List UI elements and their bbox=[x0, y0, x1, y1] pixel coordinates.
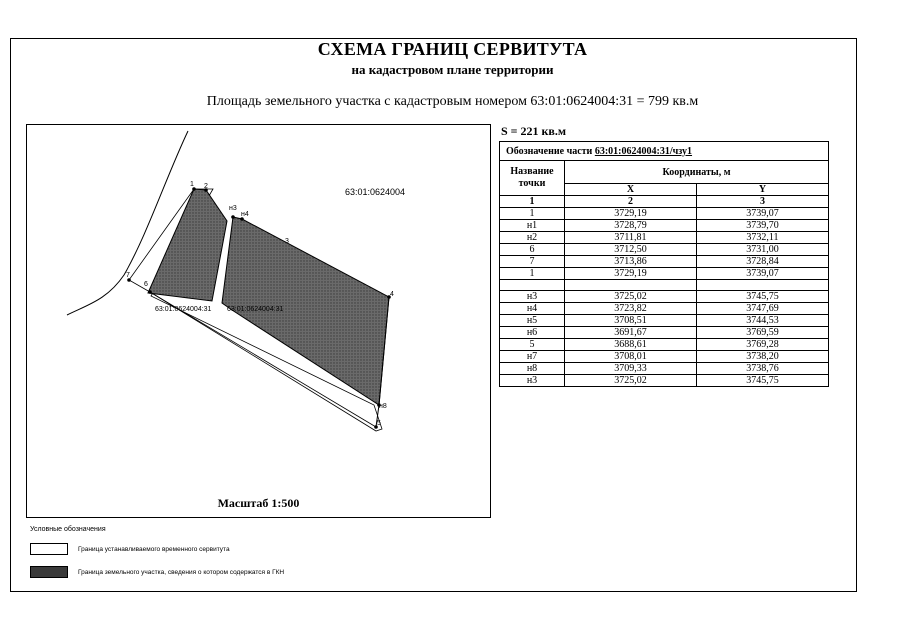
servitude-part-1 bbox=[148, 189, 227, 301]
col-header-y: Y bbox=[696, 184, 828, 196]
table-row: н8 3709,33 3738,76 bbox=[500, 363, 829, 375]
parcel-area-line: Площадь земельного участка с кадастровым номером 63:01:0624004:31 = 799 кв.м bbox=[206, 94, 699, 109]
col-header-coords: Координаты, м bbox=[565, 161, 829, 184]
coordinates-table bbox=[499, 141, 829, 387]
legend-swatch-parcel bbox=[30, 566, 68, 578]
legend-label-parcel: Граница земельного участка, сведения о котором содержатся в ГКН bbox=[78, 569, 285, 576]
legend-title: Условные обозначения bbox=[30, 526, 106, 533]
table-row: н6 3691,67 3769,59 bbox=[500, 327, 829, 339]
point-label-n4: н4 bbox=[241, 211, 249, 218]
col-index: 1 bbox=[500, 196, 565, 208]
point-label-7: 7 bbox=[126, 272, 130, 279]
table-row: н2 3711,81 3732,11 bbox=[500, 232, 829, 244]
point-label-6: 6 bbox=[144, 281, 148, 288]
table-row: 7 3713,86 3728,84 bbox=[500, 256, 829, 268]
point-label-n8: н8 bbox=[379, 403, 387, 410]
table-row: н1 3728,79 3739,70 bbox=[500, 220, 829, 232]
col-index: 3 bbox=[696, 196, 828, 208]
servitude-area: S = 221 кв.м bbox=[501, 124, 567, 138]
table-row: н3 3725,02 3745,75 bbox=[500, 375, 829, 387]
table-separator-row bbox=[500, 280, 829, 291]
col-header-point: Название точки bbox=[500, 161, 565, 196]
parcel-label-2: 63:01:0624004:31 bbox=[227, 306, 284, 313]
table-row: н3 3725,02 3745,75 bbox=[500, 291, 829, 303]
table-row: 1 3729,19 3739,07 bbox=[500, 208, 829, 220]
point-label-4: 4 bbox=[390, 291, 394, 298]
parcel-label-1: 63:01:0624004:31 bbox=[155, 306, 212, 313]
legend-swatch-servitude bbox=[30, 543, 68, 555]
table-row: 5 3688,61 3769,28 bbox=[500, 339, 829, 351]
legend-label-servitude: Граница устанавливаемого временного сервитута bbox=[78, 546, 230, 553]
table-row: 1 3729,19 3739,07 bbox=[500, 268, 829, 280]
cadastral-map bbox=[26, 124, 491, 518]
map-scale: Масштаб 1:500 bbox=[217, 496, 300, 510]
page-title: СХЕМА ГРАНИЦ СЕРВИТУТА bbox=[317, 39, 588, 59]
page-subtitle: на кадастровом плане территории bbox=[351, 62, 554, 77]
table-row: 6 3712,50 3731,00 bbox=[500, 244, 829, 256]
part-number: 63:01:0624004:31/чзу1 bbox=[594, 145, 693, 157]
point-label-2: 2 bbox=[204, 183, 208, 190]
point-label-3: 3 bbox=[285, 238, 289, 245]
point-label-n3: н3 bbox=[229, 205, 237, 212]
table-row: н7 3708,01 3738,20 bbox=[500, 351, 829, 363]
map-drawing bbox=[27, 125, 491, 518]
table-row: н4 3723,82 3747,69 bbox=[500, 303, 829, 315]
col-header-x: X bbox=[565, 184, 697, 196]
point-label-5: 5 bbox=[377, 420, 381, 427]
col-index: 2 bbox=[565, 196, 697, 208]
quarter-label: 63:01:0624004 bbox=[345, 187, 406, 197]
point-label-1: 1 bbox=[190, 181, 194, 188]
table-row: н5 3708,51 3744,53 bbox=[500, 315, 829, 327]
part-designation-row: Обозначение части 63:01:0624004:31/чзу1 bbox=[500, 142, 829, 161]
